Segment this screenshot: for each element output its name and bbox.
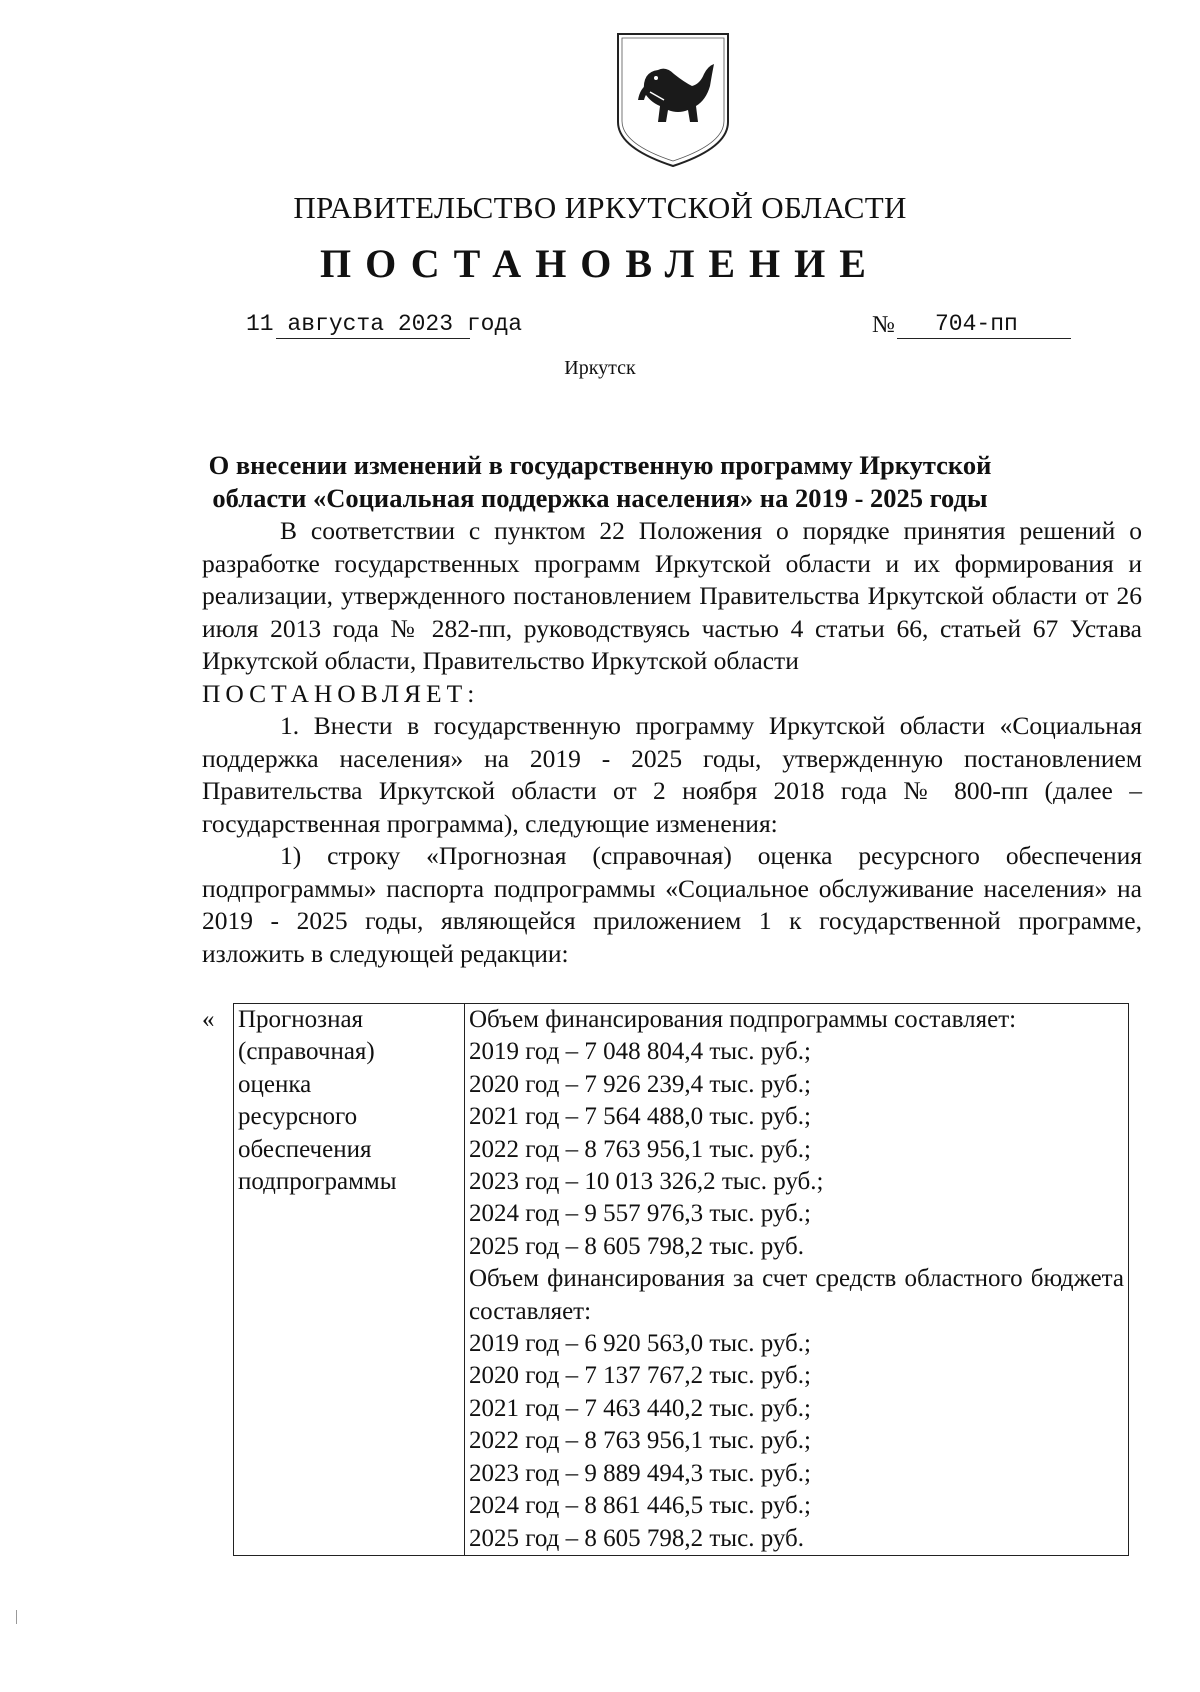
title-line: О внесении изменений в государственную программу Иркутской bbox=[208, 450, 992, 480]
item-1-paragraph: 1. Внести в государственную программу Иркутской области «Социальная поддержка населения» на 2019 - 2025 годы, утвержденную постановлением Правительства Иркутской области от 2 ноября 2018 года № 800-пп (далее – государственная программа), следующие изменения: bbox=[202, 711, 1142, 838]
financing-table bbox=[233, 1003, 1129, 1556]
item-1-1-paragraph: 1) строку «Прогнозная (справочная) оценка ресурсного обеспечения подпрограммы» паспорта подпрограммы «Социальное обслуживание населения» на 2019 - 2025 годы, являющейся приложением 1 к государственной программе, изложить в следующей редакции: bbox=[202, 841, 1142, 968]
financing-line: 2025 год – 8 605 798,2 тыс. руб. bbox=[469, 1524, 805, 1552]
coat-of-arms-icon bbox=[614, 30, 732, 170]
document-type: ПОСТАНОВЛЕНИЕ bbox=[320, 241, 880, 286]
label-line: Прогнозная bbox=[238, 1006, 364, 1033]
table-row bbox=[234, 1004, 1129, 1556]
financing-line: 2024 год – 9 557 976,3 тыс. руб.; bbox=[469, 1200, 811, 1228]
financing-line: 2019 год – 6 920 563,0 тыс. руб.; bbox=[469, 1330, 811, 1358]
document-body bbox=[202, 515, 1142, 970]
financing-line: 2023 год – 9 889 494,3 тыс. руб.; bbox=[469, 1459, 811, 1487]
document-number: 704-пп bbox=[935, 311, 1018, 337]
label-line: ресурсного bbox=[238, 1103, 358, 1131]
financing-line: Объем финансирования подпрограммы составляет: bbox=[469, 1006, 1017, 1033]
preamble-paragraph: В соответствии с пунктом 22 Положения о порядке принятия решений о разработке государственных программ Иркутской области и их формирования и реализации, утвержденного постановлением Правительства Иркутской области от 26 июля 2013 года № 282-пп, руководствуясь частью 4 статьи 66, статьей 67 Устава Иркутской области, Правительство Иркутской области bbox=[202, 516, 1142, 675]
title-line: области «Социальная поддержка населения» на 2019 - 2025 годы bbox=[212, 483, 988, 513]
government-name: ПРАВИТЕЛЬСТВО ИРКУТСКОЙ ОБЛАСТИ bbox=[293, 190, 907, 225]
financing-line: 2020 год – 7 137 767,2 тыс. руб.; bbox=[469, 1362, 811, 1390]
label-line: (справочная) bbox=[238, 1038, 375, 1066]
financing-line: Объем финансирования за счет средств областного бюджета составляет: bbox=[469, 1265, 1124, 1325]
document-date: 11 августа 2023 года bbox=[246, 311, 523, 337]
financing-line: 2019 год – 7 048 804,4 тыс. руб.; bbox=[469, 1038, 811, 1066]
financing-line: 2024 год – 8 861 446,5 тыс. руб.; bbox=[469, 1492, 811, 1520]
financing-line: 2023 год – 10 013 326,2 тыс. руб.; bbox=[469, 1168, 824, 1196]
financing-line: 2022 год – 8 763 956,1 тыс. руб.; bbox=[469, 1427, 811, 1455]
label-line: подпрограммы bbox=[238, 1168, 397, 1196]
open-quote: « bbox=[202, 1006, 215, 1033]
date-underline bbox=[276, 338, 470, 339]
label-line: обеспечения bbox=[238, 1135, 372, 1163]
financing-line: 2025 год – 8 605 798,2 тыс. руб. bbox=[469, 1232, 805, 1260]
financing-line: 2021 год – 7 463 440,2 тыс. руб.; bbox=[469, 1394, 811, 1422]
number-underline bbox=[897, 338, 1071, 339]
label-line: оценка bbox=[238, 1070, 312, 1098]
financing-line: 2022 год – 8 763 956,1 тыс. руб.; bbox=[469, 1135, 811, 1163]
document-city: Иркутск bbox=[564, 357, 636, 379]
number-sign: № bbox=[872, 312, 895, 338]
scan-margin-mark bbox=[16, 1610, 17, 1624]
row-label-cell bbox=[234, 1004, 465, 1556]
decree-word: ПОСТАНОВЛЯЕТ: bbox=[202, 678, 480, 708]
financing-values-cell bbox=[465, 1004, 1129, 1556]
financing-line: 2020 год – 7 926 239,4 тыс. руб.; bbox=[469, 1070, 811, 1098]
document-title bbox=[200, 449, 1000, 515]
financing-line: 2021 год – 7 564 488,0 тыс. руб.; bbox=[469, 1103, 811, 1131]
